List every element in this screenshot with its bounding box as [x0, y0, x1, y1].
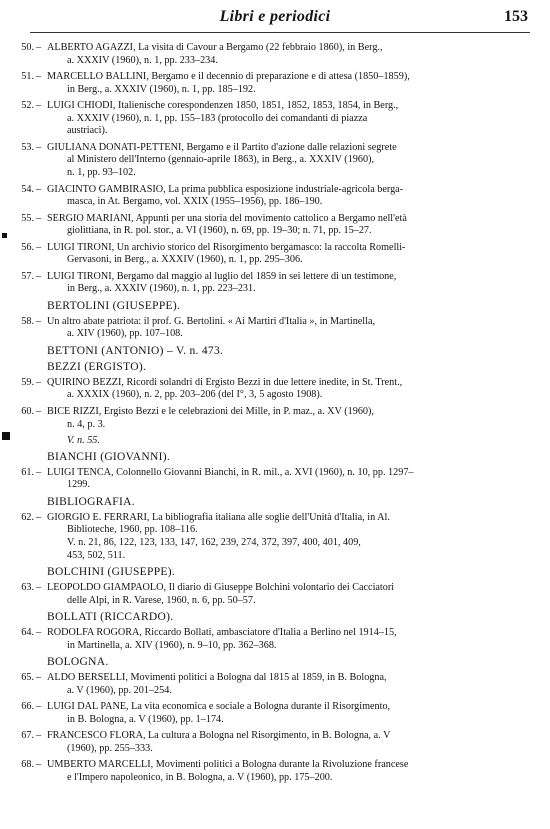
entry-line: LUIGI DAL PANE, La vita economica e sociale a Bologna durante il Risorgimento, — [47, 701, 391, 713]
entry-dash: – — [36, 511, 42, 523]
bibliography-entry — [0, 100, 550, 138]
entry-line: RODOLFA ROGORA, Riccardo Bollati, ambasciatore d'Italia a Berlino nel 1914–15, — [47, 627, 397, 639]
bibliography-entry — [0, 377, 550, 402]
entry-dash: – — [36, 581, 42, 593]
entry-number: 67. — [21, 730, 34, 742]
entry-number: 63. — [21, 581, 34, 593]
section-heading: BOLCHINI (GIUSEPPE). — [47, 565, 176, 578]
entry-line: delle Alpi, in R. Varese, 1960, n. 6, pp. 50–57. — [67, 594, 256, 606]
page-number: 153 — [504, 8, 528, 25]
bibliography-entry — [0, 701, 550, 726]
entry-line: LUIGI CHIODI, Italienische corespondenzen 1850, 1851, 1852, 1853, 1854, in Berg., — [47, 100, 399, 112]
header-rule — [30, 32, 530, 33]
bibliography-entry — [0, 512, 550, 562]
entry-number: 51. — [21, 71, 34, 83]
entry-line: GIULIANA DONATI-PETTENI, Bergamo e il Partito d'azione dalle relazioni segrete — [47, 141, 397, 153]
section-heading: BEZZI (ERGISTO). — [47, 360, 147, 373]
entry-line: Un altro abate patriota: il prof. G. Bertolini. « Ai Martiri d'Italia », in Martinella, — [47, 315, 376, 327]
entry-line: 1299. — [67, 479, 90, 491]
entry-line: n. 4, p. 3. — [67, 418, 106, 430]
bibliography-entry — [0, 406, 550, 431]
entry-dash: – — [36, 212, 42, 224]
entry-line: UMBERTO MARCELLI, Movimenti politici a Bologna durante la Rivoluzione francese — [47, 759, 409, 771]
entry-line: SERGIO MARIANI, Appunti per una storia del movimento cattolico a Bergamo nell'età — [47, 212, 407, 224]
entry-line: GIORGIO E. FERRARI, La bibliografia italiana alle soglie dell'Unità d'Italia, in Al. — [47, 511, 390, 523]
entry-number: 59. — [21, 376, 34, 388]
entry-line: n. 1, pp. 93–102. — [67, 167, 136, 179]
entry-line: MARCELLO BALLINI, Bergamo e il decennio di preparazione e di attesa (1850–1859), — [47, 71, 410, 83]
entry-line: (1960), pp. 255–333. — [67, 742, 153, 754]
entry-number: 53. — [21, 141, 34, 153]
section-heading: BETTONI (ANTONIO) – V. n. 473. — [47, 344, 224, 357]
entry-dash: – — [36, 315, 42, 327]
bibliography-entry — [0, 271, 550, 296]
section-heading: BOLLATI (RICCARDO). — [47, 611, 174, 624]
entry-line: giolittiana, in R. pol. stor., a. VI (1960), n. 69, pp. 19–30; n. 71, pp. 15–27. — [67, 225, 372, 237]
entry-number: 65. — [21, 672, 34, 684]
entry-line: LUIGI TIRONI, Un archivio storico del Risorgimento bergamasco: la raccolta Romelli- — [47, 241, 406, 253]
bibliography-entry — [0, 672, 550, 697]
entry-dash: – — [36, 270, 42, 282]
entry-line: Biblioteche, 1960, pp. 108–116. — [67, 524, 198, 536]
bibliography-entry — [0, 627, 550, 652]
bibliography-entry — [0, 42, 550, 67]
entry-number: 66. — [21, 701, 34, 713]
entry-number: 55. — [21, 212, 34, 224]
entry-line: a. XXXIV (1960), n. 1, pp. 155–183 (protocollo dei comandanti di piazza — [67, 112, 368, 124]
bibliography-entry — [0, 71, 550, 96]
entry-dash: – — [36, 730, 42, 742]
bibliography-entry — [0, 242, 550, 267]
entry-number: 52. — [21, 100, 34, 112]
section-heading: BERTOLINI (GIUSEPPE). — [47, 299, 181, 312]
entry-line: LUIGI TIRONI, Bergamo dal maggio al luglio del 1859 in sei lettere di un testimone, — [47, 270, 397, 282]
entry-line: a. XXXIV (1960), n. 1, pp. 233–234. — [67, 54, 218, 66]
entry-dash: – — [36, 376, 42, 388]
entry-number: 50. — [21, 42, 34, 53]
cross-reference: V. n. 55. — [67, 435, 100, 447]
bibliography-entry — [0, 316, 550, 341]
entry-dash: – — [36, 183, 42, 195]
entry-dash: – — [36, 71, 42, 83]
running-title: Libri e periodici — [219, 8, 331, 25]
entry-number: 60. — [21, 405, 34, 417]
section-heading: BIANCHI (GIOVANNI). — [47, 450, 171, 463]
entry-line: in B. Bologna, a. V (1960), pp. 1–174. — [67, 713, 224, 725]
entry-number: 61. — [21, 466, 34, 478]
entry-line: al Ministero dell'Interno (gennaio-aprile 1863), in Berg., a. XXXIV (1960), — [67, 154, 375, 166]
bibliography-entry — [0, 213, 550, 238]
bibliography-entry — [0, 730, 550, 755]
entry-line: masca, in At. Bergamo, vol. XXIX (1955–1956), pp. 186–190. — [67, 196, 323, 208]
entry-number: 54. — [21, 183, 34, 195]
entry-line: in Berg., a. XXXIV (1960), n. 1, pp. 223–231. — [67, 283, 256, 295]
entry-dash: – — [36, 466, 42, 478]
entry-number: 62. — [21, 511, 34, 523]
bibliography-entry — [0, 759, 550, 784]
entry-dash: – — [36, 627, 42, 639]
entry-line: austriaci). — [67, 125, 108, 137]
entry-line: GIACINTO GAMBIRASIO, La prima pubblica esposizione industriale-agricola berga- — [47, 183, 404, 195]
entry-dash: – — [36, 759, 42, 771]
entry-line: BICE RIZZI, Ergisto Bezzi e le celebrazioni dei Mille, in P. maz., a. XV (1960), — [47, 405, 374, 417]
entry-line: 453, 502, 511. — [67, 549, 126, 561]
bibliography-entry — [0, 184, 550, 209]
entry-number: 68. — [21, 759, 34, 771]
entry-dash: – — [36, 241, 42, 253]
entry-dash: – — [36, 701, 42, 713]
entry-line: a. XIV (1960), pp. 107–108. — [67, 328, 183, 340]
entry-dash: – — [36, 141, 42, 153]
entry-dash: – — [36, 672, 42, 684]
bibliography-list — [0, 42, 550, 788]
entry-dash: – — [36, 405, 42, 417]
section-heading: BOLOGNA. — [47, 656, 109, 669]
entry-dash: – — [36, 100, 42, 112]
entry-line: in Martinella, a. XIV (1960), n. 9–10, pp. 362–368. — [67, 639, 277, 651]
entry-number: 57. — [21, 270, 34, 282]
entry-line: a. XXXIX (1960), n. 2, pp. 203–206 (del I°, 3, 5 agosto 1908). — [67, 389, 323, 401]
entry-line: Gervasoni, in Berg., a. XXXIV (1960), n. 1, pp. 295–306. — [67, 254, 303, 266]
entry-line: a. V (1960), pp. 201–254. — [67, 684, 172, 696]
entry-line: e l'Impero napoleonico, in B. Bologna, a. V (1960), pp. 175–200. — [67, 771, 333, 783]
running-header — [0, 6, 550, 30]
entry-number: 58. — [21, 315, 34, 327]
entry-line: in Berg., a. XXXIV (1960), n. 1, pp. 185–192. — [67, 83, 256, 95]
entry-line: V. n. 21, 86, 122, 123, 133, 147, 162, 239, 274, 372, 397, 400, 401, 409, — [67, 536, 361, 548]
entry-dash: – — [36, 42, 42, 53]
entry-number: 56. — [21, 241, 34, 253]
bibliography-entry — [0, 467, 550, 492]
bibliography-entry — [0, 582, 550, 607]
entry-line: QUIRINO BEZZI, Ricordi solandri di Ergisto Bezzi in due lettere inedite, in St. Trent., — [47, 376, 403, 388]
section-heading: BIBLIOGRAFIA. — [47, 495, 135, 508]
entry-line: FRANCESCO FLORA, La cultura a Bologna nel Risorgimento, in B. Bologna, a. V — [47, 730, 391, 742]
entry-line: LUIGI TENCA, Colonnello Giovanni Bianchi, in R. mil., a. XVI (1960), n. 10, pp. 1297– — [47, 466, 414, 478]
entry-line: ALDO BERSELLI, Movimenti politici a Bologna dal 1815 al 1859, in B. Bologna, — [47, 672, 387, 684]
entry-number: 64. — [21, 627, 34, 639]
bibliography-entry — [0, 142, 550, 180]
entry-line: LEOPOLDO GIAMPAOLO, Il diario di Giuseppe Bolchini volontario dei Cacciatori — [47, 581, 395, 593]
entry-line: ALBERTO AGAZZI, La visita di Cavour a Bergamo (22 febbraio 1860), in Berg., — [47, 42, 383, 53]
